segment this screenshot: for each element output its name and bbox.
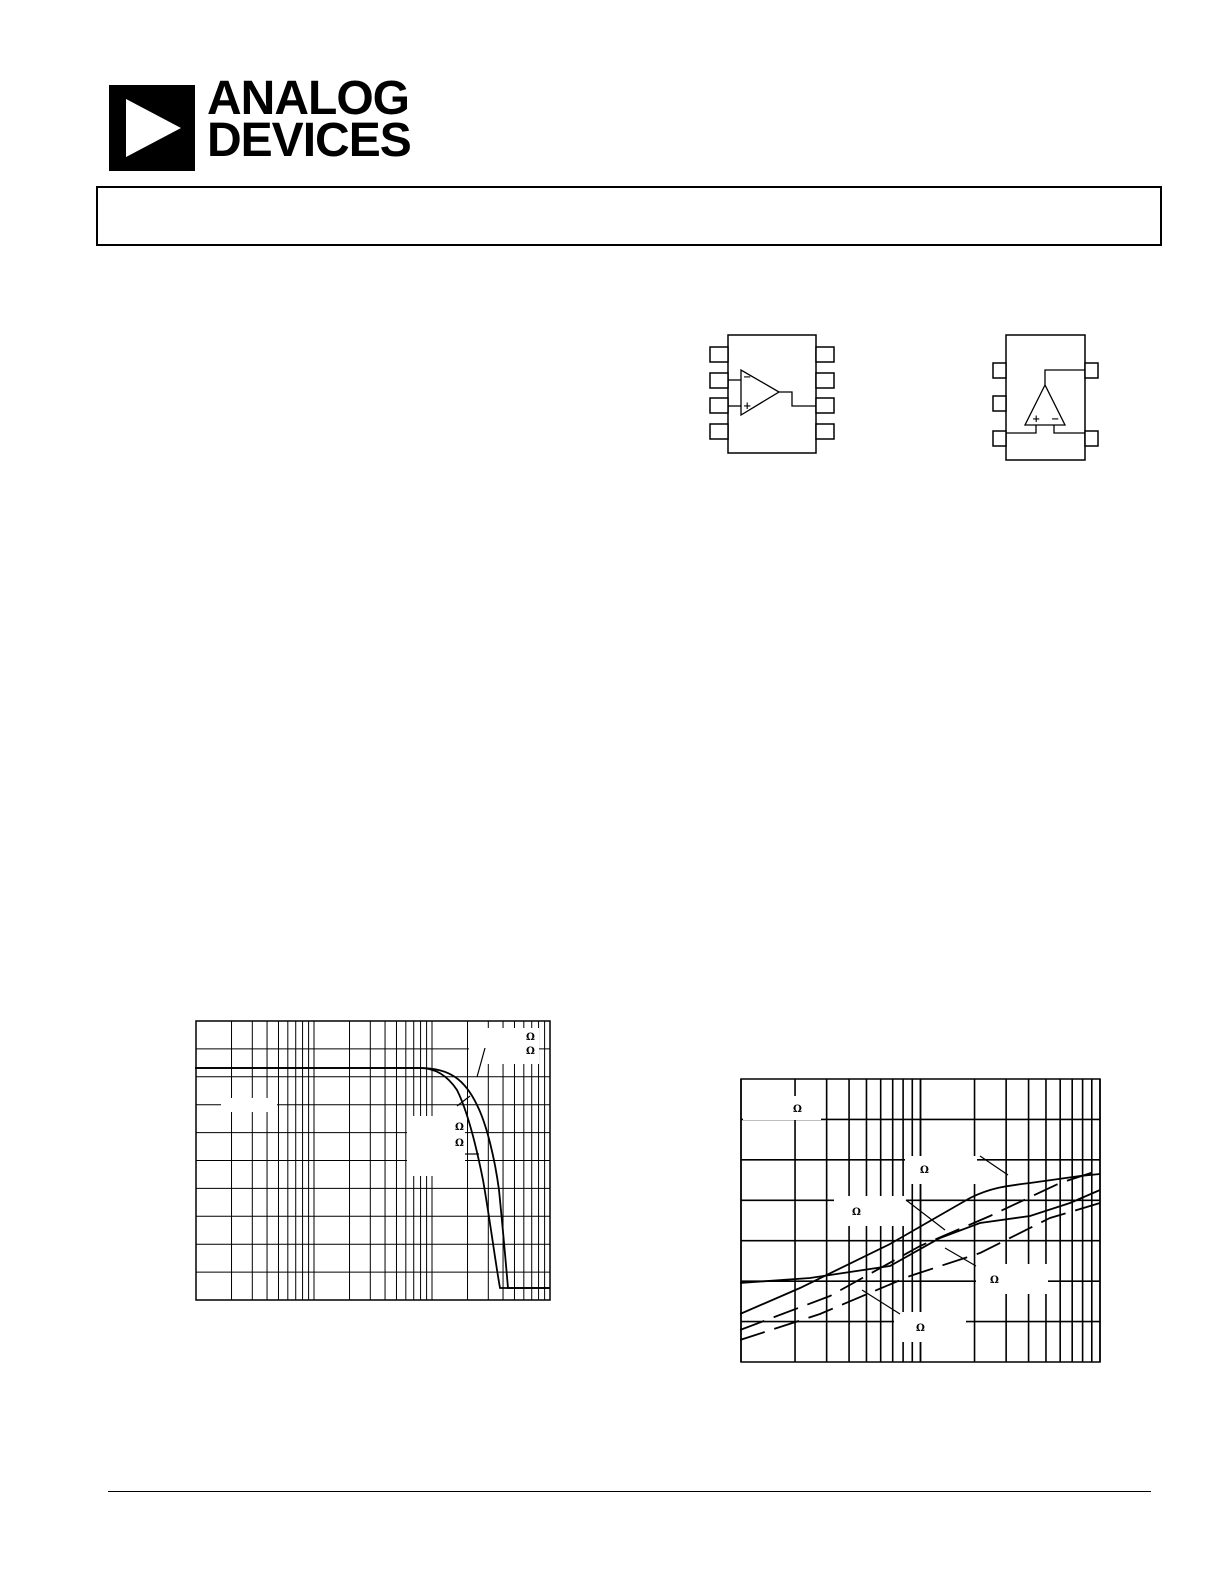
pin-2 bbox=[710, 373, 728, 388]
sot-noninv-symbol: + bbox=[1032, 414, 1041, 425]
chart-1-label-2: Ω bbox=[526, 1046, 535, 1057]
footer-rule bbox=[108, 1491, 1151, 1492]
sot-pin-5 bbox=[1085, 363, 1098, 378]
brand-line-1: ANALOG bbox=[207, 72, 409, 125]
pin-1 bbox=[710, 347, 728, 362]
sot-inv-symbol: − bbox=[1051, 414, 1060, 425]
pin-7 bbox=[816, 373, 834, 388]
chart-2-label-1: Ω bbox=[793, 1104, 802, 1115]
pin-8 bbox=[816, 347, 834, 362]
chart-1-label-1: Ω bbox=[526, 1032, 535, 1043]
pin-3 bbox=[710, 398, 728, 413]
sot-pin-2 bbox=[993, 396, 1006, 411]
sot-pin-4 bbox=[1085, 431, 1098, 446]
pin-4 bbox=[710, 424, 728, 439]
chart-1-frequency-response bbox=[195, 1020, 552, 1302]
sot-pin-1 bbox=[993, 363, 1006, 378]
chart-2-performance bbox=[740, 1078, 1102, 1364]
chart-2-label-2: Ω bbox=[920, 1165, 929, 1176]
brand-wordmark bbox=[207, 72, 411, 167]
sot-pinout-diagram bbox=[985, 330, 1105, 465]
brand-line-2: DEVICES bbox=[207, 114, 411, 167]
triangle-logo-icon bbox=[109, 85, 195, 171]
sot-pin-3 bbox=[993, 431, 1006, 446]
chart-2-label-5: Ω bbox=[916, 1323, 925, 1334]
noninv-input-symbol: + bbox=[743, 401, 752, 412]
chart-1-label-4: Ω bbox=[455, 1138, 464, 1149]
title-box bbox=[96, 186, 1162, 246]
inv-input-symbol: − bbox=[743, 372, 752, 383]
analog-devices-logo-icon bbox=[109, 85, 195, 171]
chart-1-label-3: Ω bbox=[455, 1122, 464, 1133]
pin-5 bbox=[816, 424, 834, 439]
chart-2-label-4: Ω bbox=[990, 1275, 999, 1286]
pin-6 bbox=[816, 398, 834, 413]
dip8-pinout-diagram bbox=[700, 325, 850, 460]
chart-2-label-3: Ω bbox=[852, 1207, 861, 1218]
